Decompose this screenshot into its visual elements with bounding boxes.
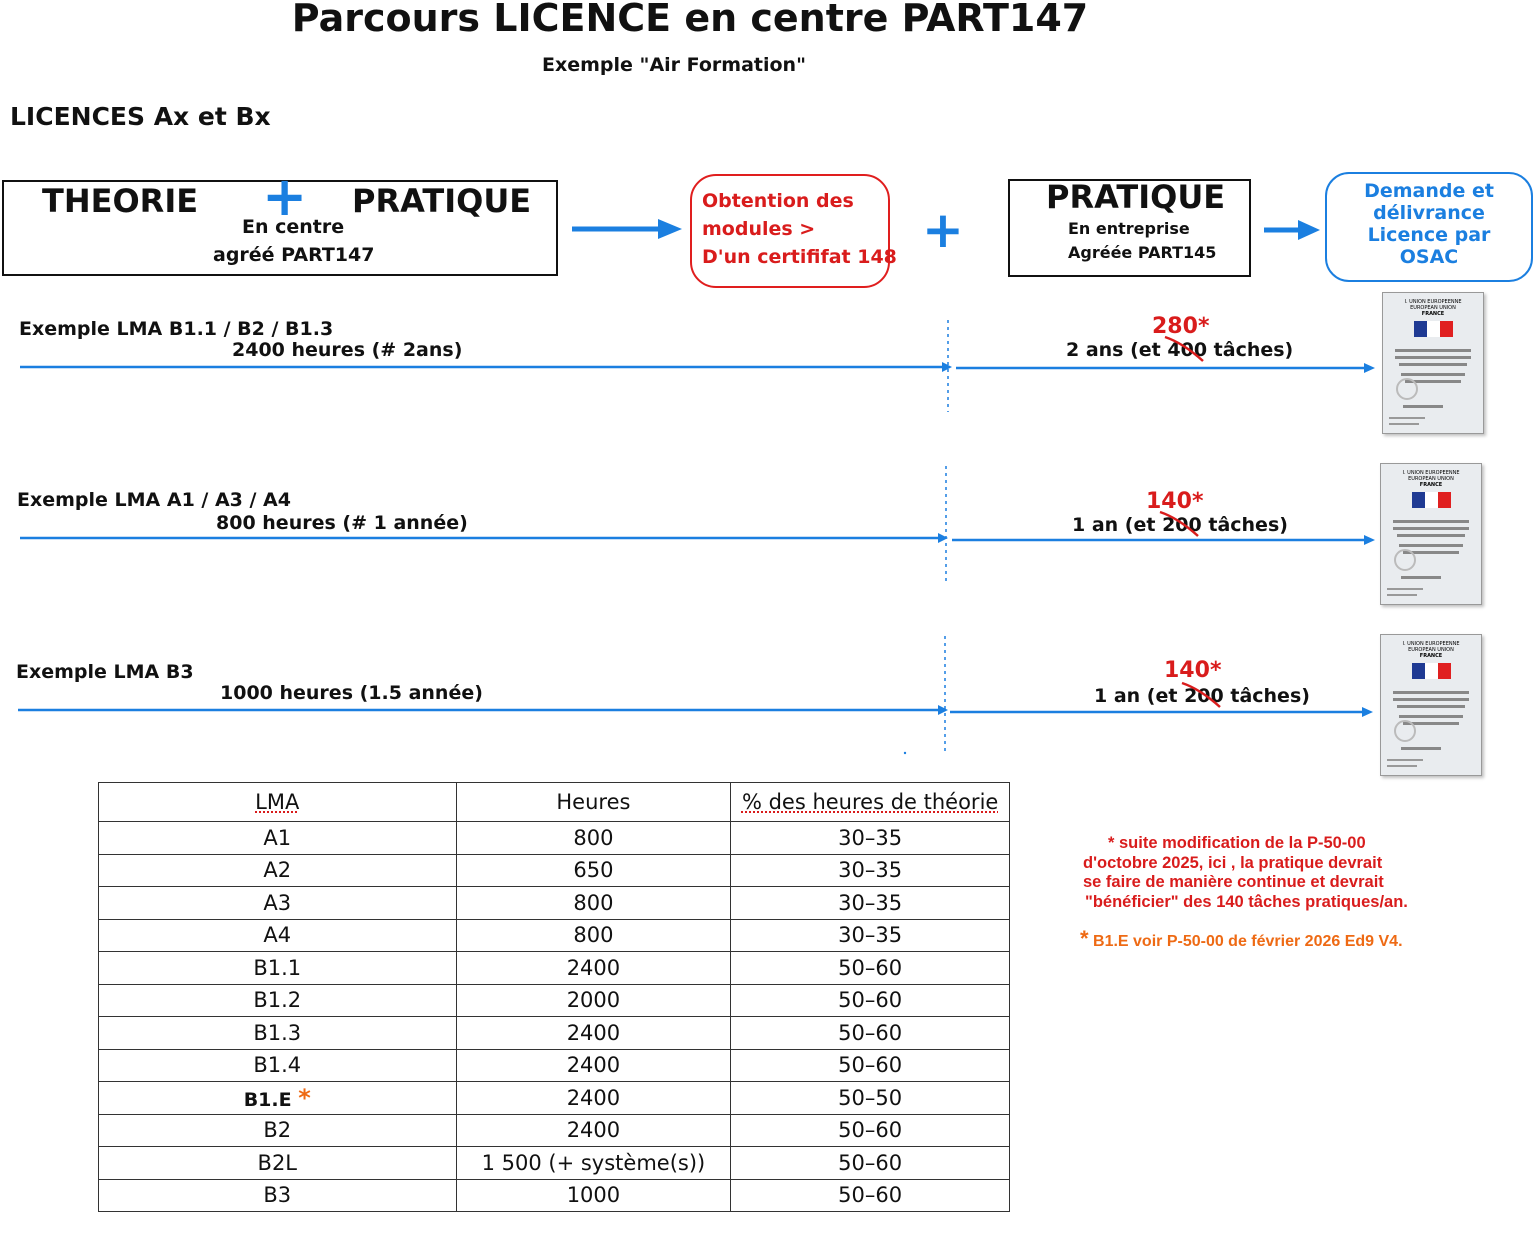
- modules-line1: Obtention des: [702, 190, 854, 212]
- svg-text:FRANCE: FRANCE: [1421, 311, 1445, 317]
- modules-line2: modules >: [702, 218, 816, 240]
- osac-line2: délivrance: [1373, 202, 1485, 224]
- page-subtitle: Exemple "Air Formation": [542, 54, 806, 76]
- center-label-line1: En centre: [242, 216, 345, 238]
- table-row: B1.4 2400 50–60: [99, 1049, 1010, 1082]
- row-pratique: 1 an (et 200 tâches): [1072, 514, 1288, 536]
- center-label-line2: agréé PART147: [213, 244, 375, 266]
- osac-text: [1325, 180, 1533, 268]
- enterprise-line1: En entreprise: [1068, 219, 1190, 238]
- table-header-lma: LMA: [99, 783, 457, 822]
- table-row: B2L 1 500 (+ système(s)) 50–60: [99, 1147, 1010, 1180]
- table-row: B1.1 2400 50–60: [99, 952, 1010, 985]
- row-label: Exemple LMA B3: [16, 661, 194, 683]
- b1e-note: * B1.E voir P-50-00 de février 2026 Ed9 V4.: [1080, 926, 1403, 951]
- table-row: B3 1000 50–60: [99, 1179, 1010, 1212]
- theory-label: THEORIE: [42, 182, 199, 220]
- table-row: A2 650 30–35: [99, 854, 1010, 887]
- new-task-count: 280*: [1152, 314, 1210, 339]
- table-row: B2 2400 50–60: [99, 1114, 1010, 1147]
- table-header-row: [99, 783, 1010, 822]
- row-label: Exemple LMA B1.1 / B2 / B1.3: [19, 318, 334, 340]
- table-row: B1.E * 2400 50–50: [99, 1082, 1010, 1115]
- table-row: A3 800 30–35: [99, 887, 1010, 920]
- license-certificate-icon: [1380, 463, 1482, 605]
- table-row: A4 800 30–35: [99, 919, 1010, 952]
- svg-text:I. UNION EUROPEENNE: I. UNION EUROPEENNE: [1402, 470, 1460, 476]
- row-pratique: 2 ans (et 400 tâches): [1066, 339, 1294, 361]
- svg-text:EUROPEAN UNION: EUROPEAN UNION: [1408, 476, 1454, 482]
- table-row: B1.3 2400 50–60: [99, 1017, 1010, 1050]
- row-hours: 800 heures (# 1 année): [216, 512, 468, 534]
- table-row: A1 800 30–35: [99, 822, 1010, 855]
- svg-text:I. UNION EUROPEENNE: I. UNION EUROPEENNE: [1404, 299, 1462, 305]
- old-task-count: 200: [1184, 685, 1224, 707]
- svg-text:EUROPEAN UNION: EUROPEAN UNION: [1410, 305, 1456, 311]
- svg-text:EUROPEAN UNION: EUROPEAN UNION: [1408, 647, 1454, 653]
- svg-text:I. UNION EUROPEENNE: I. UNION EUROPEENNE: [1402, 641, 1460, 647]
- section-title: LICENCES Ax et Bx: [10, 102, 271, 131]
- osac-line4: OSAC: [1399, 246, 1459, 268]
- plus-icon: +: [262, 165, 308, 228]
- osac-line3: Licence par: [1367, 224, 1491, 246]
- modules-line3: D'un certififat 148: [702, 246, 897, 268]
- row-label: Exemple LMA A1 / A3 / A4: [17, 489, 291, 511]
- table-header-percent: % des heures de théorie: [731, 783, 1010, 822]
- new-task-count: 140*: [1146, 489, 1204, 514]
- row-hours: 2400 heures (# 2ans): [232, 339, 463, 361]
- timeline-row-2: [0, 464, 1536, 588]
- arrow-right-icon: [1262, 216, 1322, 244]
- license-certificate-icon: [1380, 634, 1482, 776]
- row-hours: 1000 heures (1.5 année): [220, 682, 483, 704]
- enterprise-line2: Agréée PART145: [1068, 243, 1217, 262]
- page-title: Parcours LICENCE en centre PART147: [291, 0, 1089, 40]
- timeline-row-1: [0, 318, 1536, 418]
- osac-line1: Demande et: [1364, 180, 1494, 202]
- old-task-count: 400: [1167, 339, 1208, 361]
- new-task-count: 140*: [1164, 658, 1222, 683]
- old-task-count: 200: [1162, 514, 1202, 536]
- lma-hours-table: [98, 782, 1010, 1212]
- regulation-note: * suite modification de la P-50-00 d'octobre 2025, ici , la pratique devrait se faire de manière continue et devrait "bénéficier" des 140 tâches pratiques/an.: [1083, 834, 1408, 911]
- arrow-right-icon: [570, 214, 686, 244]
- table-header-heures: Heures: [456, 783, 731, 822]
- enterprise-title: PRATIQUE: [1046, 178, 1226, 216]
- practice-label: PRATIQUE: [352, 182, 532, 220]
- table-row: B1.2 2000 50–60: [99, 984, 1010, 1017]
- plus-icon: +: [922, 201, 964, 259]
- svg-text:FRANCE: FRANCE: [1419, 653, 1443, 659]
- svg-text:FRANCE: FRANCE: [1419, 482, 1443, 488]
- license-certificate-icon: [1382, 292, 1484, 434]
- row-pratique: 1 an (et 200 tâches): [1094, 685, 1310, 707]
